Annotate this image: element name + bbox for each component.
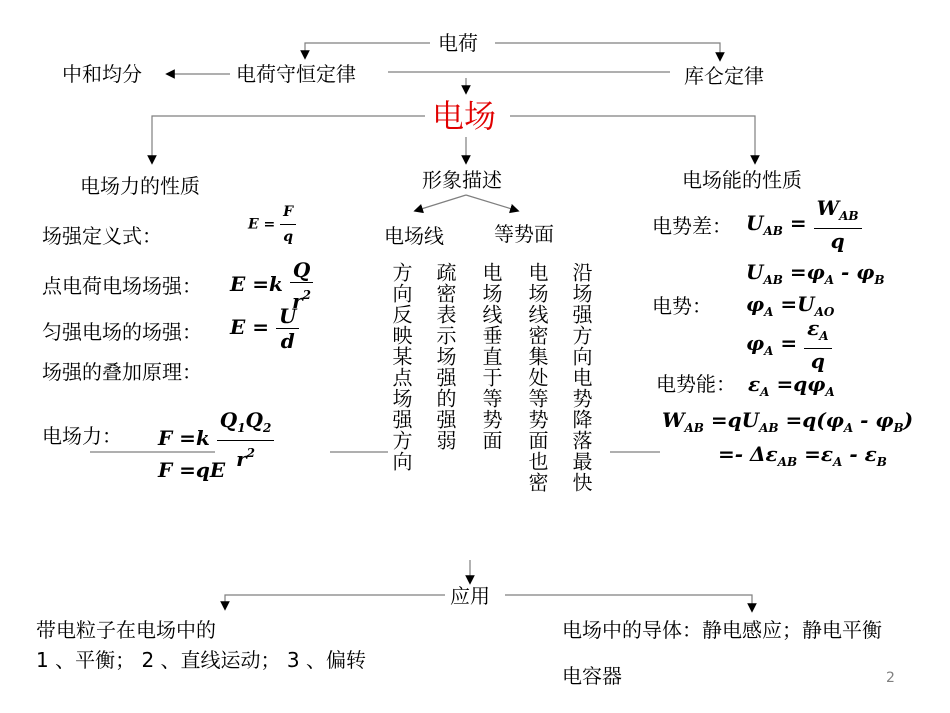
potential-difference-label: 电势差： <box>652 214 732 238</box>
potential-energy-formula: $\varepsilon_A =q\varphi_A$ <box>748 372 835 399</box>
page-number: 2 <box>886 670 895 686</box>
arrow-charge-to-conservation <box>305 43 430 55</box>
perpendicular-column: 电场线垂直于等势面 <box>479 262 503 451</box>
field-direction-column: 方向反映某点场强方向 <box>389 262 413 472</box>
neutralize-label: 中和均分 <box>62 62 142 86</box>
arrow-app-to-particle <box>225 595 445 606</box>
arrow-desc-to-equi <box>466 195 515 210</box>
coulomb-label: 库仑定律 <box>684 64 764 88</box>
work-formula: $W_{AB} =qU_{AB} =q(\varphi_A - \varphi_B)$ <box>662 408 914 435</box>
description-heading: 形象描述 <box>422 168 502 192</box>
definition-formula: E = $\frac{F}{q}$ <box>248 200 296 249</box>
coulomb-force-formula: F =k $\frac{Q_1Q_2}{r^2}$ <box>158 408 274 471</box>
charge-label: 电荷 <box>438 31 478 55</box>
force-property-heading: 电场力的性质 <box>80 174 200 198</box>
potential-difference-formula: $U_{AB}$ = $\frac{W_{AB}}{q}$ <box>746 196 862 253</box>
potential-energy-label: 电势能： <box>656 372 736 396</box>
application-label: 应用 <box>450 584 490 608</box>
arrow-field-to-energy <box>510 116 755 160</box>
page-title: 电场 <box>432 97 497 135</box>
density-column: 疏密表示场强的强弱 <box>433 262 457 451</box>
capacitor-label: 电容器 <box>562 664 622 688</box>
field-lines-label: 电场线 <box>384 224 444 248</box>
dense-column: 电场线密集处等势面也密 <box>525 262 549 493</box>
conservation-label: 电荷守恒定律 <box>236 62 356 86</box>
work-formula-2: =- $\Delta\varepsilon_{AB} =\varepsilon_A - \varepsilon_B$ <box>718 442 887 469</box>
potential-formula-2: $\varphi_A$ = $\frac{\varepsilon_A}{q}$ <box>746 316 832 373</box>
force-qe-formula: F =qE <box>158 458 226 482</box>
potential-formula-1: $\varphi_A =U_{AO}$ <box>746 292 835 319</box>
potential-label: 电势： <box>652 294 712 318</box>
equipotential-label: 等势面 <box>494 222 554 246</box>
arrow-desc-to-lines <box>418 195 466 210</box>
particle-line-2: 1 、平衡； 2 、直线运动； 3 、偏转 <box>36 648 366 672</box>
arrow-field-to-force <box>152 116 425 160</box>
conductor-label: 电场中的导体：静电感应；静电平衡 <box>562 618 882 642</box>
arrow-app-to-conductor <box>505 595 752 608</box>
energy-property-heading: 电场能的性质 <box>682 168 802 192</box>
point-charge-label: 点电荷电场场强： <box>42 274 202 298</box>
definition-label: 场强定义式： <box>42 224 162 248</box>
superposition-label: 场强的叠加原理： <box>42 360 202 384</box>
point-charge-formula: E =k $\frac{Q}{r^2}$ <box>230 258 313 313</box>
fastest-drop-column: 沿场强方向电势降落最快 <box>569 262 593 493</box>
electric-force-label: 电场力： <box>42 424 122 448</box>
arrow-charge-to-coulomb <box>495 43 720 57</box>
potential-difference-formula-2: $U_{AB} =\varphi_A - \varphi_B$ <box>746 260 885 287</box>
particle-line-1: 带电粒子在电场中的 <box>36 618 216 642</box>
uniform-field-formula: E = $\frac{U}{d}$ <box>230 304 299 353</box>
uniform-field-label: 匀强电场的场强： <box>42 320 202 344</box>
